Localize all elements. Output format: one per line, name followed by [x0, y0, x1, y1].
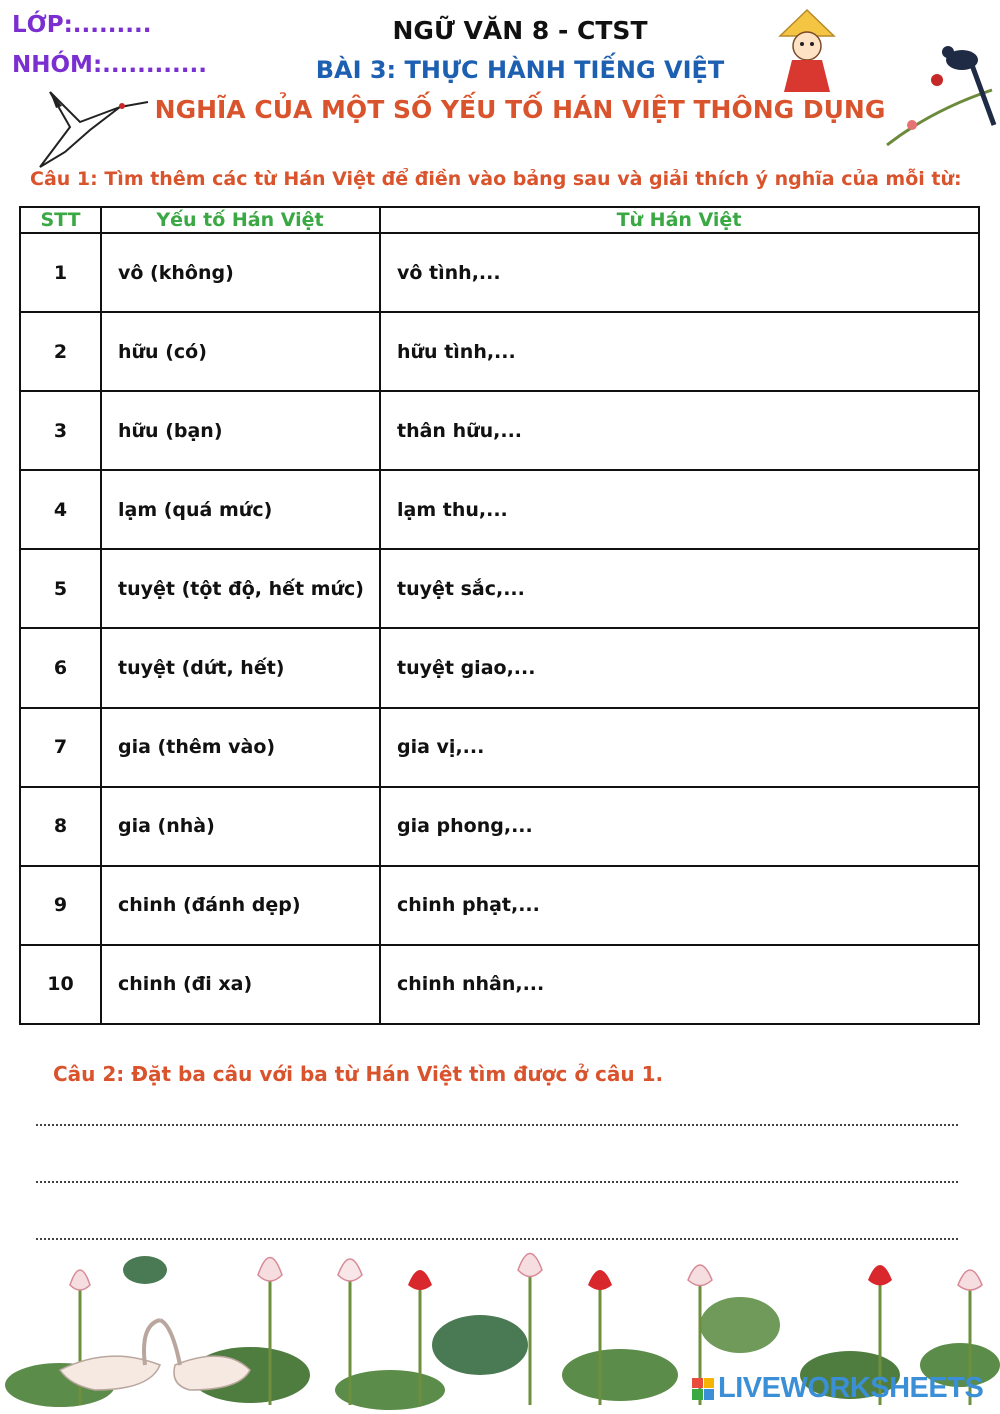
row-word-cell[interactable]: lạm thu,... — [380, 470, 979, 549]
liveworksheets-logo-icon — [692, 1378, 714, 1400]
brand-name: LIVEWORKSHEETS — [718, 1372, 984, 1404]
row-word-cell[interactable]: chinh nhân,... — [380, 945, 979, 1024]
row-word-cell[interactable]: chinh phạt,... — [380, 866, 979, 945]
table-row — [20, 312, 979, 391]
row-word-cell[interactable]: gia phong,... — [380, 787, 979, 866]
row-number: 1 — [20, 233, 101, 312]
bird-branch-icon — [882, 30, 1000, 150]
row-element: gia (nhà) — [101, 787, 380, 866]
logo-square — [692, 1389, 703, 1400]
logo-square — [704, 1378, 715, 1389]
row-number: 3 — [20, 391, 101, 470]
logo-square — [692, 1378, 703, 1389]
row-element: hữu (có) — [101, 312, 380, 391]
table-row — [20, 708, 979, 787]
row-number: 7 — [20, 708, 101, 787]
row-element: gia (thêm vào) — [101, 708, 380, 787]
header-element: Yếu tố Hán Việt — [101, 207, 380, 233]
logo-square — [704, 1389, 715, 1400]
row-word-cell[interactable]: hữu tình,... — [380, 312, 979, 391]
row-element: hữu (bạn) — [101, 391, 380, 470]
table-row — [20, 233, 979, 312]
answer-line-2[interactable] — [36, 1181, 958, 1183]
row-word-cell[interactable]: gia vị,... — [380, 708, 979, 787]
han-viet-table — [19, 206, 980, 1025]
table-row — [20, 628, 979, 707]
table-row — [20, 945, 979, 1024]
row-element: chinh (đi xa) — [101, 945, 380, 1024]
table-row — [20, 470, 979, 549]
row-element: tuyệt (dứt, hết) — [101, 628, 380, 707]
row-word-cell[interactable]: tuyệt sắc,... — [380, 549, 979, 628]
row-number: 4 — [20, 470, 101, 549]
row-element: vô (không) — [101, 233, 380, 312]
row-word-cell[interactable]: thân hữu,... — [380, 391, 979, 470]
class-label: LỚP:......... — [12, 12, 152, 38]
row-element: lạm (quá mức) — [101, 470, 380, 549]
row-word-cell[interactable]: vô tình,... — [380, 233, 979, 312]
girl-icon — [772, 8, 842, 93]
row-number: 5 — [20, 549, 101, 628]
row-element: tuyệt (tột độ, hết mức) — [101, 549, 380, 628]
question-2-text: Câu 2: Đặt ba câu với ba từ Hán Việt tìm được ở câu 1. — [53, 1062, 664, 1086]
lesson-title: BÀI 3: THỰC HÀNH TIẾNG VIỆT — [315, 56, 725, 84]
question-1-text: Câu 1: Tìm thêm các từ Hán Việt để điền vào bảng sau và giải thích ý nghĩa của mỗi từ: — [30, 168, 962, 190]
table-row — [20, 787, 979, 866]
row-number: 10 — [20, 945, 101, 1024]
row-number: 8 — [20, 787, 101, 866]
subject-title: NGỮ VĂN 8 - CTST — [392, 16, 648, 45]
table-row — [20, 866, 979, 945]
row-number: 2 — [20, 312, 101, 391]
group-label: NHÓM:............ — [12, 52, 207, 78]
table-row — [20, 549, 979, 628]
header-stt: STT — [20, 207, 101, 233]
header-word: Từ Hán Việt — [380, 207, 979, 233]
table-header-row — [20, 207, 979, 233]
row-element: chinh (đánh dẹp) — [101, 866, 380, 945]
row-number: 9 — [20, 866, 101, 945]
topic-title: NGHĨA CỦA MỘT SỐ YẾU TỐ HÁN VIỆT THÔNG DỤNG — [154, 95, 886, 124]
crane-icon — [10, 72, 150, 172]
row-number: 6 — [20, 628, 101, 707]
table-row — [20, 391, 979, 470]
row-word-cell[interactable]: tuyệt giao,... — [380, 628, 979, 707]
answer-line-1[interactable] — [36, 1124, 958, 1126]
liveworksheets-brand[interactable] — [692, 1372, 983, 1405]
